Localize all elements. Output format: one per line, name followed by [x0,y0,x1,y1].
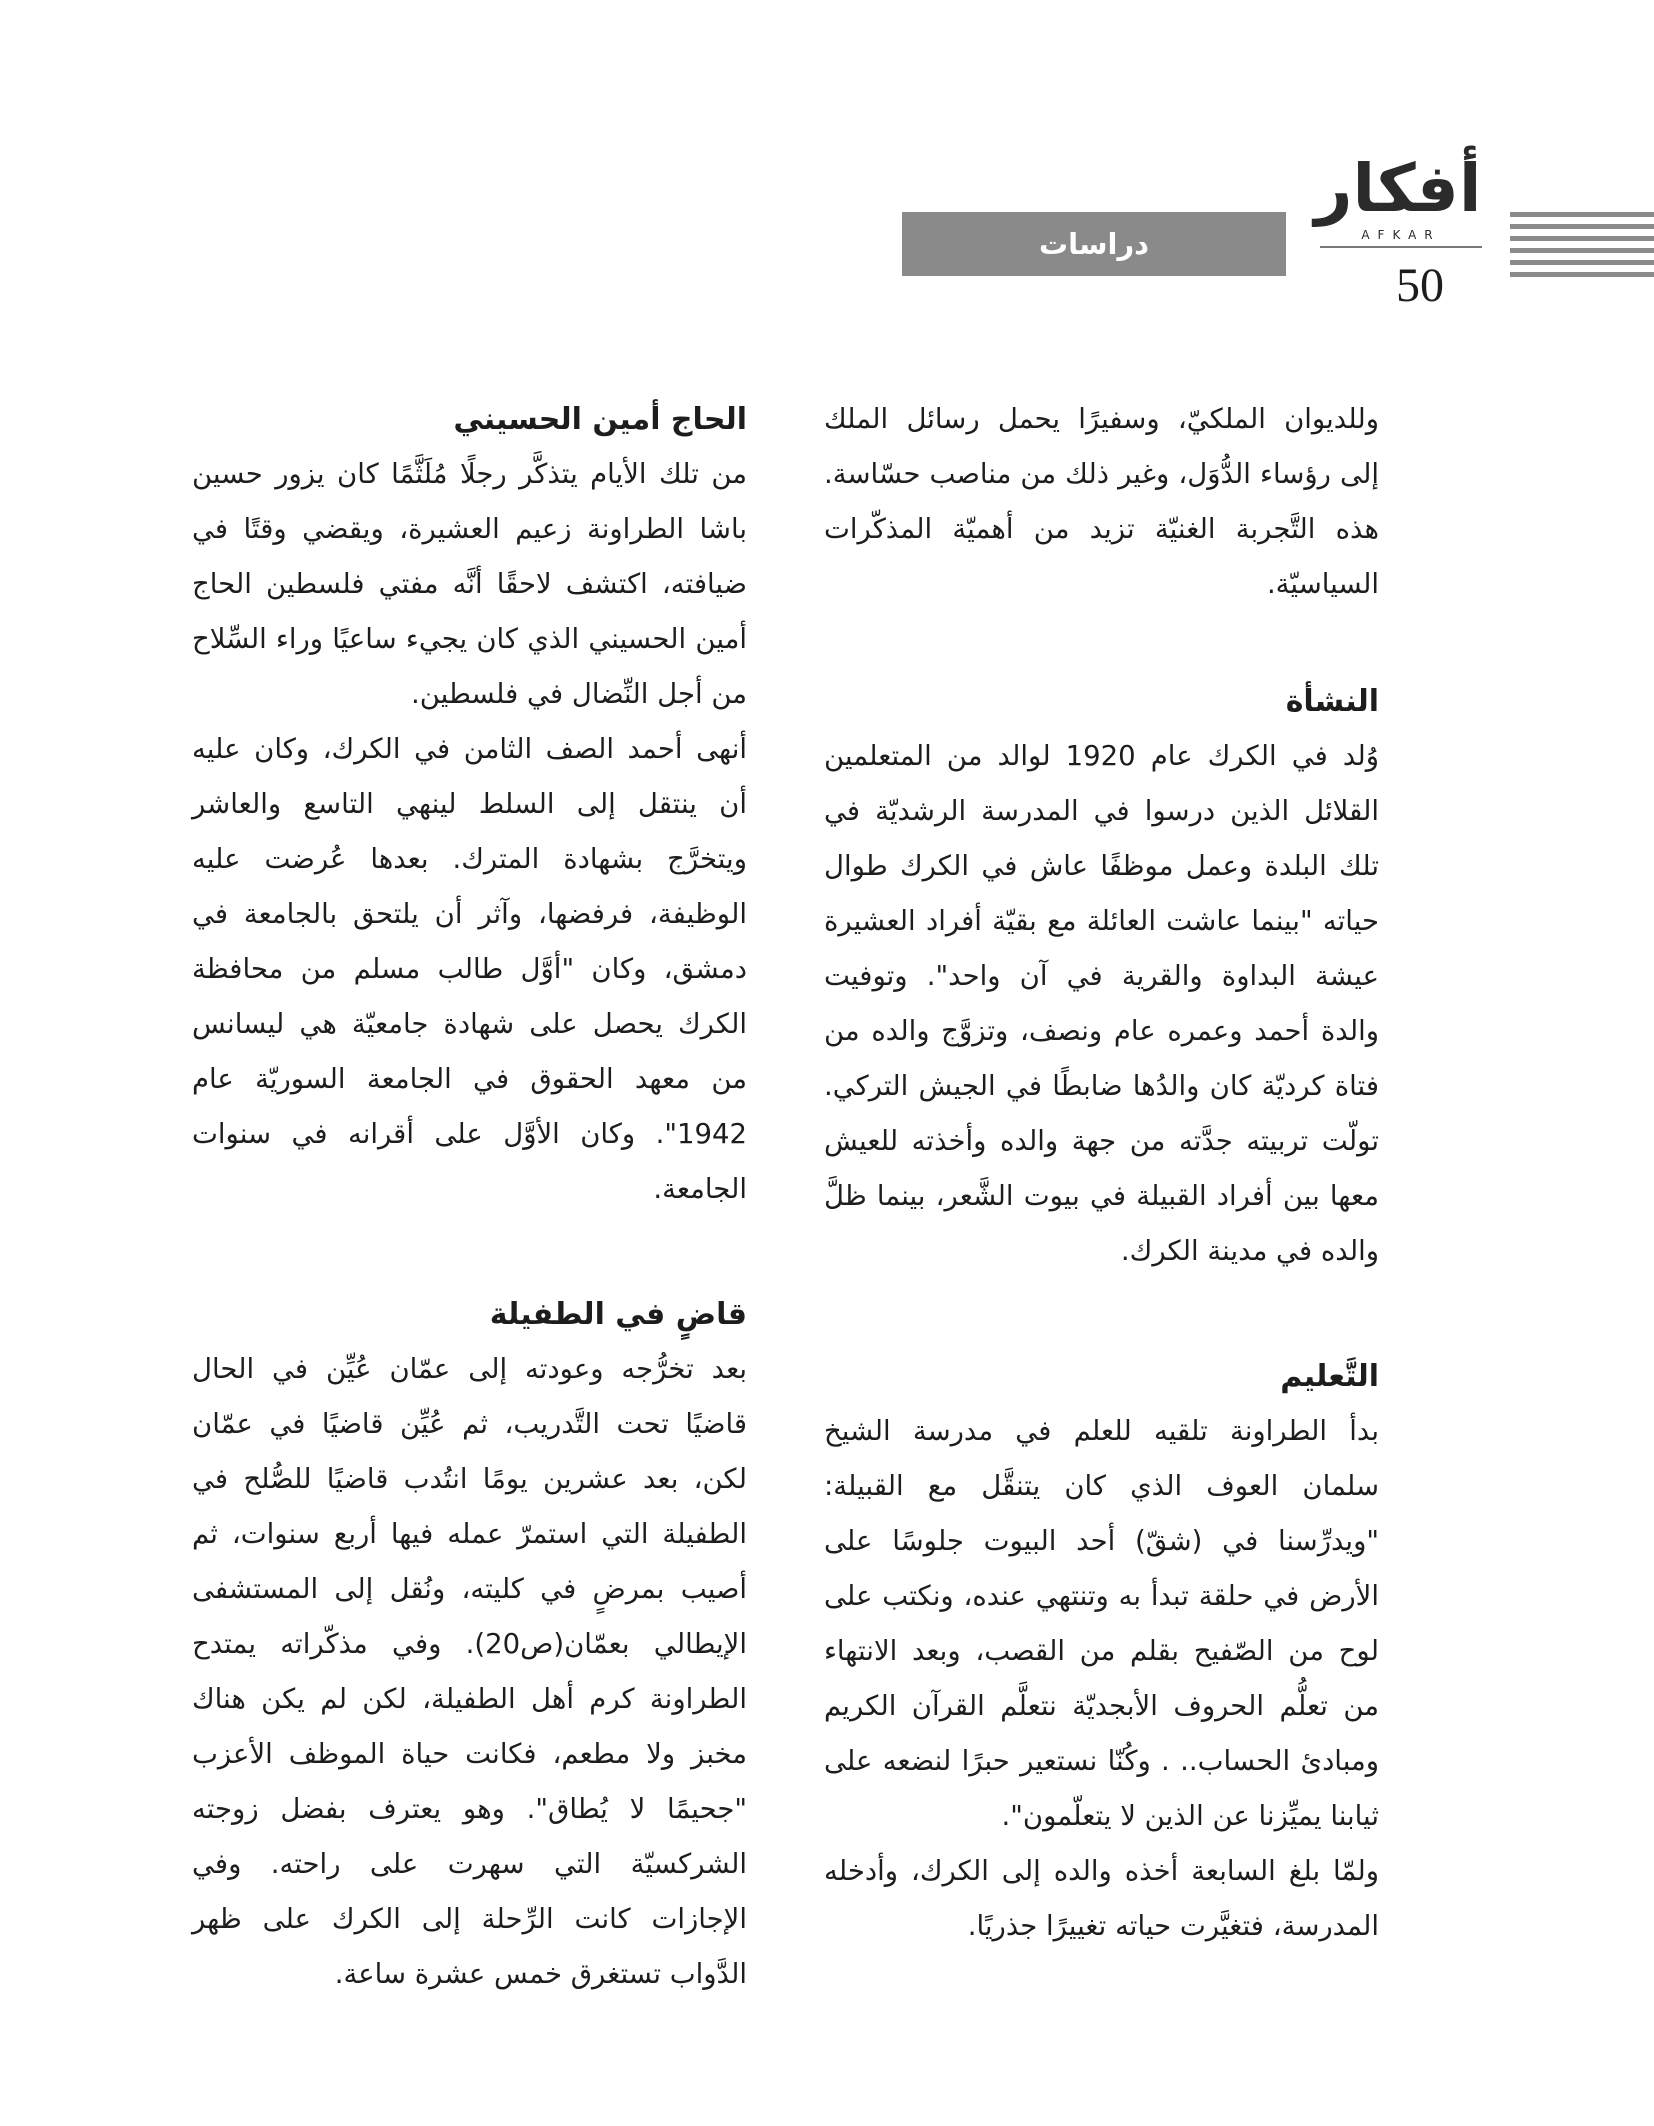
intro-paragraph: وللديوان الملكيّ، وسفيرًا يحمل رسائل الملك إلى رؤساء الدُّوَل، وغير ذلك من مناصب حسّاسة. هذه التَّجربة الغنيّة تزيد من أهميّة المذكّرات السياسيّة. [824,403,1379,600]
education-paragraph: بدأ الطراونة تلقيه للعلم في مدرسة الشيخ سلمان العوف الذي كان يتنقَّل مع القبيلة: "ويدرِّسنا في (شقّ) أحد البيوت جلوسًا على الأرض في حلقة تبدأ به وتنتهي عنده، ونكتب على لوح من الصّفيح بقلم من القصب، وبعد الانتهاء من تعلُّم الحروف الأبجديّة نتعلَّم القرآن الكريم ومبادئ الحساب.. . وكُنّا نستعير حبرًا لنضعه على ثيابنا يميِّزنا عن الذين لا يتعلّمون". [824,1415,1379,1832]
heading-amin-husseini: الحاج أمين الحسيني [453,402,747,437]
magazine-logo [1312,150,1484,250]
decorative-stripes [1510,212,1654,284]
logo-arabic: أفكار [1314,150,1482,227]
left-column [192,392,747,2002]
section-label: دراسات [902,212,1286,276]
husseini-paragraph: من تلك الأيام يتذكَّر رجلًا مُلَثَّمًا كان يزور حسين باشا الطراونة زعيم العشيرة، ويقضي وقتًا في ضيافته، اكتشف لاحقًا أنَّه مفتي فلسطين الحاج أمين الحسيني الذي كان يجيء ساعيًا وراء السِّلاح من أجل النِّضال في فلسطين. [192,458,747,710]
studies-paragraph: أنهى أحمد الصف الثامن في الكرك، وكان عليه أن ينتقل إلى السلط لينهي التاسع والعاشر ويتخرَّج بشهادة المترك. بعدها عُرضت عليه الوظيفة، فرفضها، وآثر أن يلتحق بالجامعة في دمشق، وكان "أوَّل طالب مسلم من محافظة الكرك يحصل على شهادة جامعيّة هي ليسانس من معهد الحقوق في الجامعة السوريّة عام 1942". وكان الأوَّل على أقرانه في سنوات الجامعة. [192,733,747,1205]
heading-education: التَّعليم [1280,1359,1379,1394]
heading-judge-tafileh: قاضٍ في الطفيلة [489,1297,747,1332]
right-column [824,392,1379,1954]
education-paragraph-2: ولمّا بلغ السابعة أخذه والده إلى الكرك، وأدخله المدرسة، فتغيَّرت حياته تغييرًا جذريًا. [824,1855,1379,1942]
logo-latin: AFKAR [1320,228,1482,242]
page-number: 50 [1396,259,1444,312]
upbringing-paragraph: وُلد في الكرك عام 1920 لوالد من المتعلمين القلائل الذين درسوا في المدرسة الرشديّة في تلك البلدة وعمل موظفًا عاش في الكرك طوال حياته "بينما عاشت العائلة مع بقيّة أفراد العشيرة عيشة البداوة والقرية في آن واحد". وتوفيت والدة أحمد وعمره عام ونصف، وتزوَّج والده من فتاة كرديّة كان والدُها ضابطًا في الجيش التركي. تولّت تربيته جدَّته من جهة والده وأخذته للعيش معها بين أفراد القبيلة في بيوت الشَّعر، بينما ظلَّ والده في مدينة الكرك. [824,740,1379,1267]
judge-paragraph: بعد تخرُّجه وعودته إلى عمّان عُيِّن في الحال قاضيًا تحت التَّدريب، ثم عُيِّن قاضيًا في عمّان لكن، بعد عشرين يومًا انتُدب قاضيًا للصُّلح في الطفيلة التي استمرّ عمله فيها أربع سنوات، ثم أصيب بمرضٍ في كليته، ونُقل إلى المستشفى الإيطالي بعمّان(ص20). وفي مذكّراته يمتدح الطراونة كرم أهل الطفيلة، لكن لم يكن هناك مخبز ولا مطعم، فكانت حياة الموظف الأعزب "جحيمًا لا يُطاق". وهو يعترف بفضل زوجته الشركسيّة التي سهرت على راحته. وفي الإجازات كانت الرِّحلة إلى الكرك على ظهر الدَّواب تستغرق خمس عشرة ساعة. [192,1353,747,1990]
page-header [0,0,1654,330]
logo-rule [1320,246,1482,248]
heading-upbringing: النشأة [1285,684,1379,719]
